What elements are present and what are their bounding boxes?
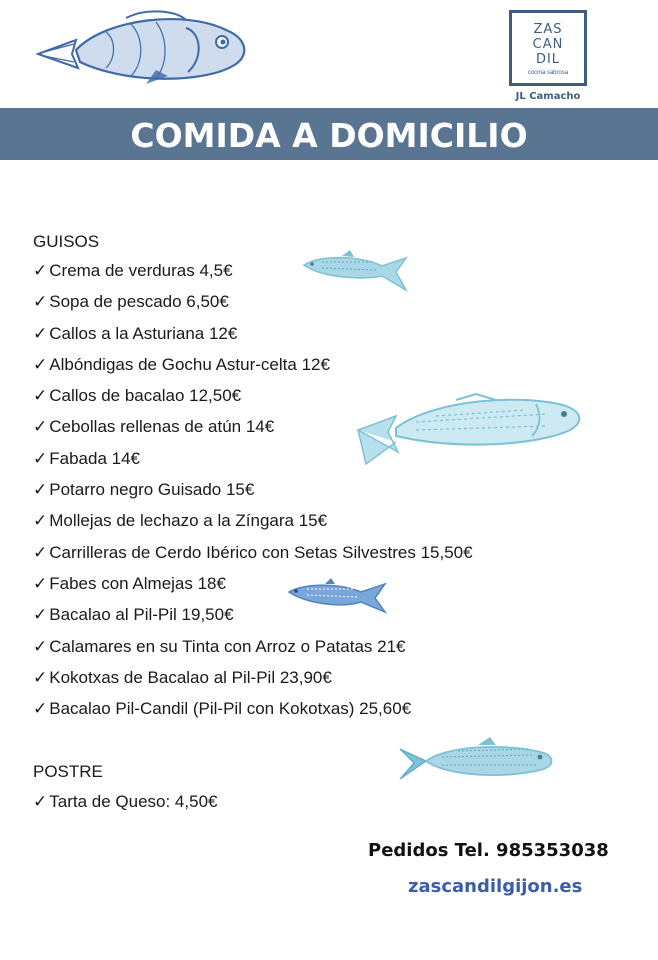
menu-item-text: Bacalao Pil-Candil (Pil-Pil con Kokotxas) 25,60€ <box>49 699 412 719</box>
menu-item-text: Callos de bacalao 12,50€ <box>49 386 242 406</box>
bottom-fish-icon <box>398 735 554 787</box>
check-icon: ✓ <box>33 480 48 500</box>
menu-item-text: Tarta de Queso: 4,50€ <box>49 792 218 811</box>
title-banner <box>0 108 658 160</box>
check-icon: ✓ <box>33 573 48 593</box>
website-link[interactable]: zascandilgijon.es <box>408 876 583 897</box>
check-icon: ✓ <box>33 323 48 343</box>
check-icon: ✓ <box>33 667 48 687</box>
check-icon: ✓ <box>33 261 48 280</box>
menu-item-text: Fabes con Almejas 18€ <box>49 573 226 593</box>
menu-item-text: Crema de verduras 4,5€ <box>49 261 233 280</box>
menu-item <box>33 634 473 665</box>
menu-item <box>33 508 473 539</box>
check-icon: ✓ <box>33 386 48 406</box>
menu-item <box>33 665 473 696</box>
menu-item-text: Fabada 14€ <box>49 448 140 468</box>
logo-author: JL Camacho <box>515 91 581 102</box>
large-fish-icon <box>356 392 584 468</box>
check-icon: ✓ <box>33 792 48 811</box>
menu-item-text: Potarro negro Guisado 15€ <box>49 480 255 500</box>
menu-item-text: Bacalao al Pil-Pil 19,50€ <box>49 605 234 625</box>
check-icon: ✓ <box>33 605 48 625</box>
fish-body-group <box>38 11 244 84</box>
page-title: COMIDA A DOMICILIO <box>130 116 528 155</box>
menu-item-text: Calamares en su Tinta con Arroz o Patatas 21€ <box>49 636 406 656</box>
logo-tagline: cocina sabrosa <box>527 70 569 76</box>
brand-logo <box>509 10 587 86</box>
check-icon: ✓ <box>33 448 48 468</box>
logo-line-3: DIL <box>535 52 561 67</box>
menu-item <box>33 789 217 820</box>
logo-line-1: ZAS <box>533 22 563 37</box>
check-icon: ✓ <box>33 511 48 531</box>
check-icon: ✓ <box>33 292 48 312</box>
menu-item-text: Mollejas de lechazo a la Zíngara 15€ <box>49 511 328 531</box>
menu-item-text: Albóndigas de Gochu Astur-celta 12€ <box>49 354 330 374</box>
postre-list <box>33 789 217 820</box>
check-icon: ✓ <box>33 542 48 562</box>
menu-item <box>33 540 473 571</box>
menu-item <box>33 477 473 508</box>
order-phone: Pedidos Tel. 985353038 <box>368 840 609 861</box>
section-heading-postre: POSTRE <box>33 762 103 781</box>
menu-item-text: Cebollas rellenas de atún 14€ <box>49 417 275 437</box>
menu-item <box>33 696 473 727</box>
check-icon: ✓ <box>33 354 48 374</box>
fish-illustration-header-icon <box>36 10 251 92</box>
small-blue-fish-icon <box>287 578 387 614</box>
menu-item-text: Callos a la Asturiana 12€ <box>49 323 238 343</box>
check-icon: ✓ <box>33 699 48 719</box>
check-icon: ✓ <box>33 636 48 656</box>
check-icon: ✓ <box>33 417 48 437</box>
menu-item <box>33 321 473 352</box>
sardine-icon <box>302 250 410 295</box>
menu-item <box>33 602 473 633</box>
menu-item-text: Sopa de pescado 6,50€ <box>49 292 229 312</box>
menu-item <box>33 571 473 602</box>
section-heading-guisos: GUISOS <box>33 232 100 251</box>
menu-item-text: Kokotxas de Bacalao al Pil-Pil 23,90€ <box>49 667 332 687</box>
menu-item-text: Carrilleras de Cerdo Ibérico con Setas Silvestres 15,50€ <box>49 542 473 562</box>
guisos-list <box>33 258 473 727</box>
logo-line-2: CAN <box>532 37 564 52</box>
menu-item <box>33 352 473 383</box>
